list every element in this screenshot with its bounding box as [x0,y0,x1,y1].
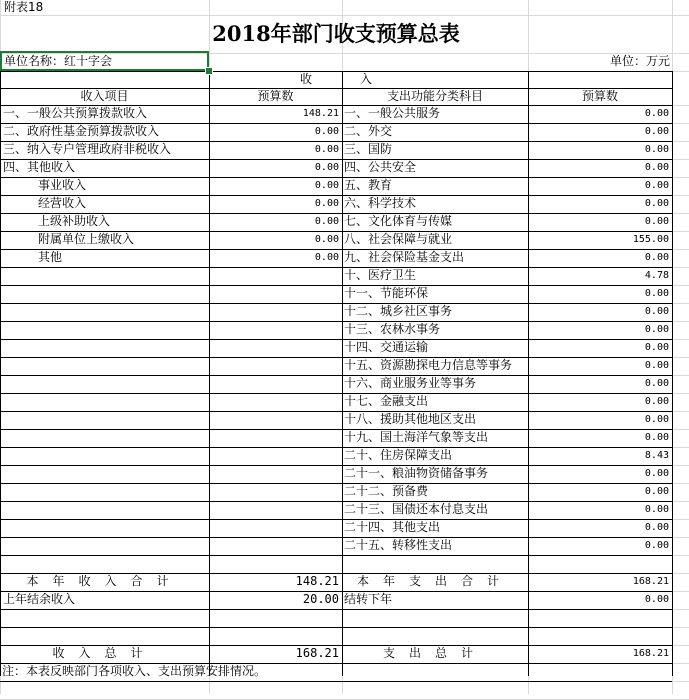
header-expense-item[interactable]: 支出功能分类科目 [386,89,483,103]
year-expense-total-label[interactable]: 本年支出合计 [356,574,513,588]
income-item-value[interactable]: 0.00 [314,252,339,263]
income-item-label[interactable]: 附属单位上缴收入 [38,232,135,246]
expense-item-value[interactable]: 0.00 [644,324,669,335]
expense-item-value[interactable]: 0.00 [644,162,669,173]
section-income-header[interactable]: 收 入 [299,72,372,86]
expense-item-value[interactable]: 0.00 [644,108,669,119]
income-grand-total-value[interactable]: 168.21 [295,646,339,660]
expense-item-label[interactable]: 一、一般公共服务 [344,106,441,120]
expense-item-label[interactable]: 三、国防 [344,142,393,156]
expense-item-value[interactable]: 4.78 [644,270,669,281]
expense-item-label[interactable]: 十七、金融支出 [344,394,429,408]
expense-item-label[interactable]: 十一、节能环保 [344,286,429,300]
prev-balance-value[interactable]: 20.00 [302,592,339,606]
income-item-label[interactable]: 事业收入 [38,178,87,192]
expense-item-label[interactable]: 十二、城乡社区事务 [344,304,453,318]
expense-item-value[interactable]: 0.00 [644,540,669,551]
expense-item-value[interactable]: 0.00 [644,522,669,533]
year-income-total-value[interactable]: 148.21 [295,574,339,588]
income-item-value[interactable]: 0.00 [314,144,339,155]
income-item-label[interactable]: 三、纳入专户管理政府非税收入 [3,142,172,156]
year-income-total-label[interactable]: 本年收入合计 [26,574,183,588]
income-item-value[interactable]: 0.00 [314,216,339,227]
income-item-label[interactable]: 其他 [38,250,63,264]
border-column [672,71,673,676]
income-item-value[interactable]: 148.21 [302,108,339,119]
table-note[interactable]: 注：本表反映部门各项收入、支出预算安排情况。 [2,664,267,678]
expense-item-value[interactable]: 0.00 [644,198,669,209]
expense-item-label[interactable]: 二十二、预备费 [344,484,429,498]
expense-item-value[interactable]: 0.00 [644,306,669,317]
expense-item-value[interactable]: 8.43 [644,450,669,461]
expense-item-label[interactable]: 十三、农林水事务 [344,322,441,336]
expense-item-label[interactable]: 二十四、其他支出 [344,520,441,534]
year-expense-total-value[interactable]: 168.21 [632,576,669,587]
expense-grand-total-label[interactable]: 支出总计 [382,646,487,660]
unit-label[interactable]: 单位：万元 [609,54,670,68]
expense-item-label[interactable]: 八、社会保障与就业 [344,232,453,246]
income-item-label[interactable]: 二、政府性基金预算拨款收入 [3,124,160,138]
income-item-value[interactable]: 0.00 [314,180,339,191]
expense-item-label[interactable]: 十五、资源勘探电力信息等事务 [344,358,513,372]
sheet-label[interactable]: 附表18 [4,0,44,14]
expense-item-label[interactable]: 二十、住房保障支出 [344,448,453,462]
income-item-label[interactable]: 上级补助收入 [38,214,111,228]
border-row [0,681,672,682]
fill-handle[interactable] [205,67,213,75]
expense-item-value[interactable]: 0.00 [644,288,669,299]
income-item-label[interactable]: 经营收入 [38,196,87,210]
carry-forward-value[interactable]: 0.00 [644,594,669,605]
expense-item-value[interactable]: 0.00 [644,414,669,425]
income-item-label[interactable]: 四、其他收入 [3,160,76,174]
cell-selection-border [0,51,209,71]
carry-forward-label[interactable]: 结转下年 [344,592,393,606]
expense-item-value[interactable]: 0.00 [644,216,669,227]
expense-item-value[interactable]: 0.00 [644,468,669,479]
page-title: 2018年部门收支预算总表 [212,21,460,46]
expense-item-value[interactable]: 0.00 [644,432,669,443]
income-item-value[interactable]: 0.00 [314,234,339,245]
expense-item-value[interactable]: 0.00 [644,396,669,407]
expense-item-label[interactable]: 二十三、国债还本付息支出 [344,502,489,516]
expense-item-label[interactable]: 十九、国土海洋气象等支出 [344,430,489,444]
header-income-item[interactable]: 收入项目 [80,89,129,103]
income-item-value[interactable]: 0.00 [314,162,339,173]
expense-item-label[interactable]: 六、科学技术 [344,196,417,210]
expense-item-label[interactable]: 十、医疗卫生 [344,268,417,282]
expense-item-value[interactable]: 0.00 [644,180,669,191]
expense-item-value[interactable]: 0.00 [644,486,669,497]
expense-item-label[interactable]: 二十五、转移性支出 [344,538,453,552]
prev-balance-label[interactable]: 上年结余收入 [3,592,76,606]
expense-item-label[interactable]: 四、公共安全 [344,160,417,174]
expense-item-label[interactable]: 二、外交 [344,124,393,138]
border-row [0,627,672,628]
expense-item-value[interactable]: 0.00 [644,342,669,353]
unit-name-cell[interactable]: 单位名称：红十字会 [4,54,113,68]
expense-item-label[interactable]: 七、文化体育与传媒 [344,214,453,228]
expense-item-value[interactable]: 155.00 [632,234,669,245]
expense-item-label[interactable]: 九、社会保险基金支出 [344,250,465,264]
income-item-value[interactable]: 0.00 [314,198,339,209]
header-income-budget[interactable]: 预算数 [257,89,294,103]
income-grand-total-label[interactable]: 收入总计 [52,646,157,660]
expense-grand-total-value[interactable]: 168.21 [632,648,669,659]
expense-item-value[interactable]: 0.00 [644,504,669,515]
expense-item-value[interactable]: 0.00 [644,126,669,137]
expense-item-label[interactable]: 五、教育 [344,178,393,192]
expense-item-label[interactable]: 十八、援助其他地区支出 [344,412,477,426]
expense-item-label[interactable]: 十四、交通运输 [344,340,429,354]
border-row [0,609,672,610]
expense-item-value[interactable]: 0.00 [644,360,669,371]
income-item-label[interactable]: 一、一般公共预算拨款收入 [3,106,148,120]
header-expense-budget[interactable]: 预算数 [581,89,618,103]
expense-item-value[interactable]: 0.00 [644,252,669,263]
expense-item-label[interactable]: 十六、商业服务业等事务 [344,376,477,390]
expense-item-value[interactable]: 0.00 [644,378,669,389]
border-row [0,555,672,556]
income-item-value[interactable]: 0.00 [314,126,339,137]
expense-item-value[interactable]: 0.00 [644,144,669,155]
expense-item-label[interactable]: 二十一、粮油物资储备事务 [344,466,489,480]
